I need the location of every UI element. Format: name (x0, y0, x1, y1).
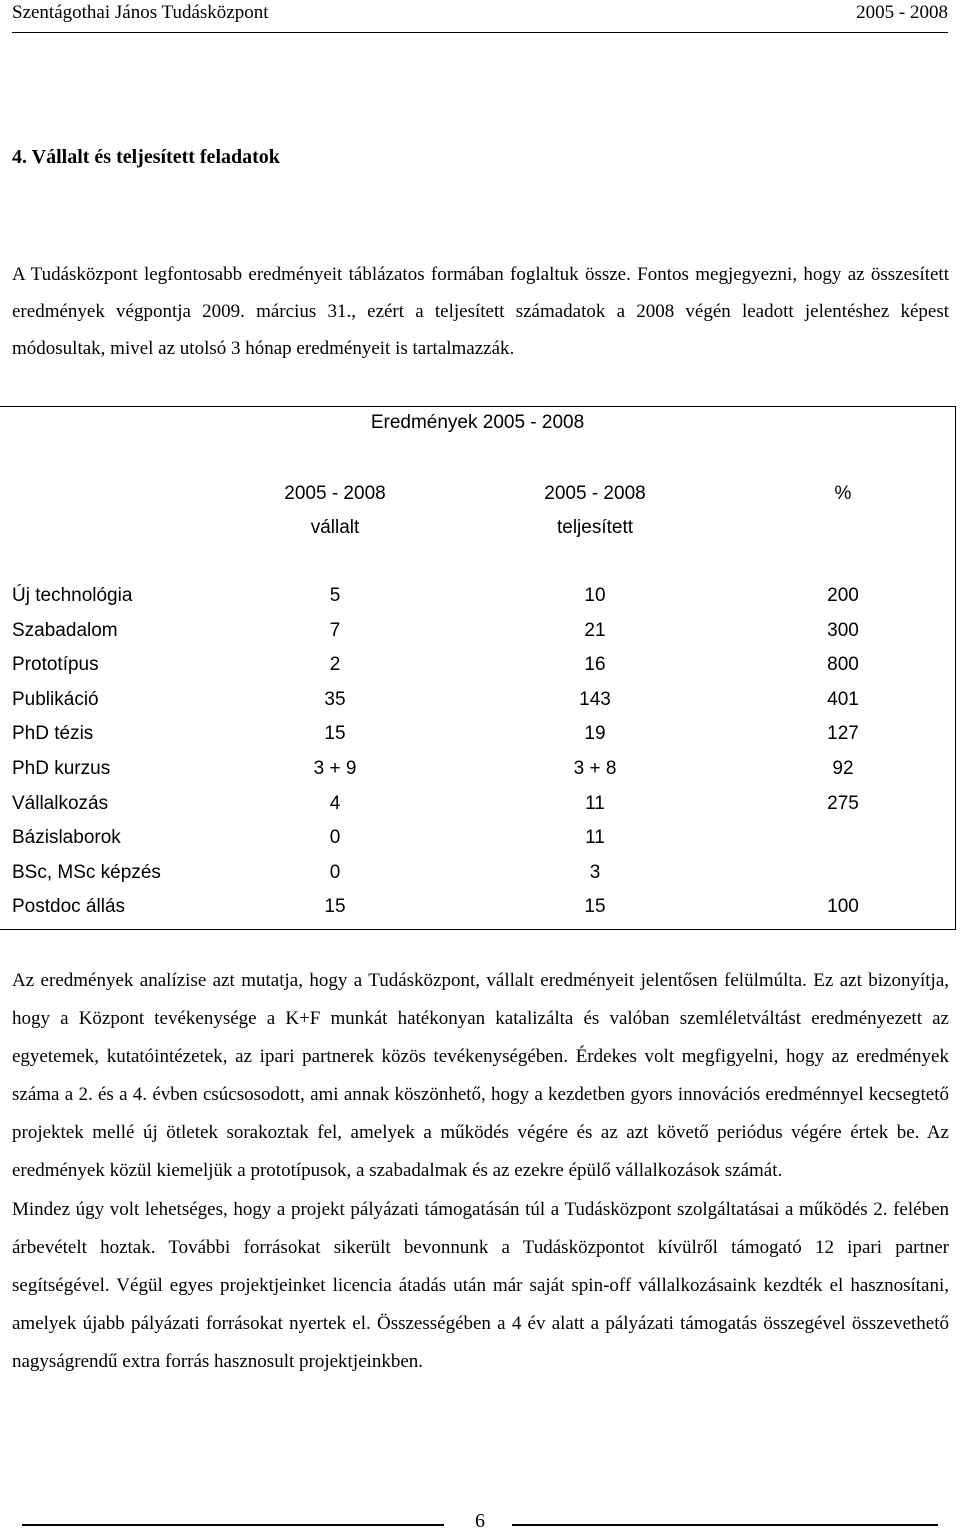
percent-value: 92 (832, 758, 854, 779)
table-row (0, 793, 955, 827)
col-committed-label: vállalt (310, 517, 360, 538)
committed-value: 4 (329, 792, 341, 814)
table-row (0, 689, 955, 723)
percent-value: 401 (827, 688, 859, 710)
table-row (0, 758, 955, 792)
table-row (0, 620, 955, 654)
committed-value: 7 (329, 619, 341, 641)
percent-value: 200 (827, 585, 859, 606)
row-label: Publikáció (12, 688, 99, 710)
achieved-value: 11 (585, 792, 605, 814)
table-row (0, 723, 955, 757)
achieved-value: 21 (584, 619, 606, 641)
row-label: Új technológia (12, 585, 133, 606)
funding-text: Mindez úgy volt lehetséges, hogy a projekt pályázati támogatásán túl a Tudásközpont szolgáltatásai a működés 2. felében árbevételt hoztak. További forrásokat sikerült bevonnunk a Tudásközpontot kívülről támogató 12 ipari partner segítségével. Végül egyes projektjeinket licencia átadás után már saját spin-off vállalkozásaink kezdték el hasznosítani, amelyek újabb pályázati forrásokat nyertek el. Összességében a 4 év alatt a pályázati támogatás összegével összevethető nagyságrendű extra forrás hasznosult projektjeinkben. (12, 1198, 949, 1372)
col-percent-header: % (834, 483, 852, 504)
table-row (0, 827, 955, 861)
percent-value: 100 (827, 896, 859, 918)
table-row (0, 654, 955, 688)
committed-value: 15 (324, 896, 346, 918)
header-period: 2005 - 2008 (856, 2, 948, 23)
table-row (0, 896, 955, 930)
row-label: PhD kurzus (12, 758, 111, 779)
achieved-value: 16 (584, 654, 606, 676)
intro-paragraph: A Tudásközpont legfontosabb eredményeit táblázatos formában foglaltuk össze. Fontos megjegyezni, hogy az összesített eredmények végpontja 2009. március 31., ezért a teljesített számadatok a 2008 végén leadott jelentéshez képest módosultak, mivel az utolsó 3 hónap eredményeit is tartalmazzák. (12, 264, 949, 359)
committed-value: 35 (324, 688, 346, 710)
committed-value: 15 (324, 723, 346, 745)
col-achieved-period: 2005 - 2008 (544, 483, 646, 504)
committed-value: 0 (329, 861, 341, 883)
col-achieved-label: teljesített (556, 517, 634, 538)
achieved-value: 143 (579, 688, 611, 710)
achieved-value: 15 (584, 896, 606, 918)
col-committed-period: 2005 - 2008 (284, 483, 386, 504)
achieved-value: 3 (589, 861, 601, 883)
row-label: PhD tézis (12, 723, 94, 745)
page-number: 6 (475, 1510, 485, 1532)
achieved-value: 11 (585, 827, 605, 849)
row-label: Szabadalom (12, 619, 118, 641)
results-table (0, 406, 956, 930)
percent-value: 127 (827, 723, 859, 745)
achieved-value: 10 (584, 585, 606, 606)
analysis-text: Az eredmények analízise azt mutatja, hogy a Tudásközpont, vállalt eredményeit jelentősen felülmúlta. Ez azt bizonyítja, hogy a Központ tevékenysége a K+F munkát hatékonyan katalizálta és valóban szemléletváltást eredményezett az egyetemek, kutatóintézetek, az ipari partnerek közös tevékenységében. Érdekes volt megfigyelni, hogy az eredmények száma a 2. és a 4. évben csúcsosodott, ami annak köszönhető, hogy a kezdetben gyors innovációs eredménnyel kecsegtető projektek mellé új ötletek sorakoztak fel, amelyek a működés végére és az azt követő periódus végére értek be. Az eredmények közül kiemeljük a prototípusok, a szabadalmak és az ezekre épülő vállalkozások számát. (12, 970, 949, 1182)
row-label: Postdoc állás (12, 896, 126, 918)
percent-value: 275 (827, 792, 859, 814)
row-label: Prototípus (12, 654, 99, 676)
percent-value: 300 (827, 619, 859, 641)
row-label: BSc, MSc képzés (12, 861, 161, 883)
row-label: Bázislaborok (12, 827, 121, 849)
header-institution: Szentágothai János Tudásközpont (12, 2, 269, 23)
row-label: Vállalkozás (12, 792, 109, 814)
committed-value: 5 (329, 585, 341, 606)
committed-value: 2 (329, 654, 341, 676)
achieved-value: 19 (584, 723, 606, 745)
committed-value: 3 + 9 (313, 758, 357, 779)
table-row (0, 585, 955, 619)
analysis-paragraph (12, 962, 949, 1381)
percent-value: 800 (827, 654, 859, 676)
footer-rule-left (22, 1524, 444, 1526)
committed-value: 0 (329, 827, 341, 849)
achieved-value: 3 + 8 (573, 758, 617, 779)
footer-rule-right (512, 1524, 938, 1526)
table-row (0, 862, 955, 896)
results-table-title: Eredmények 2005 - 2008 (370, 412, 585, 433)
page-header (12, 0, 948, 33)
section-title: 4. Vállalt és teljesített feladatok (12, 146, 280, 168)
